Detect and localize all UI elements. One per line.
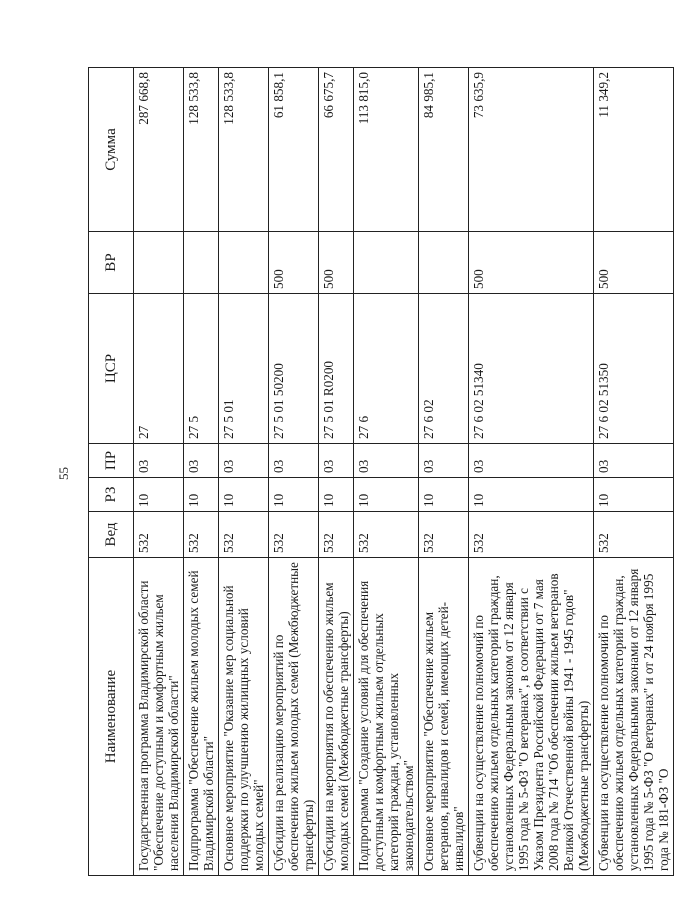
cell-vr <box>419 232 469 294</box>
cell-name: Подпрограмма "Обеспечение жильем молодых семей Владимирской области" <box>184 558 219 876</box>
budget-table <box>88 67 674 876</box>
cell-csr: 27 6 02 51350 <box>594 294 674 444</box>
table-row <box>594 68 674 876</box>
cell-ved: 532 <box>134 512 184 558</box>
cell-rz: 10 <box>134 478 184 512</box>
table-header-row <box>89 68 134 876</box>
cell-pr: 03 <box>469 444 594 478</box>
cell-sum: 66 675,7 <box>319 68 354 232</box>
header-ved: Вед <box>89 512 134 558</box>
cell-ved: 532 <box>269 512 319 558</box>
cell-name: Субвенции на осуществление полномочий по обеспечению жильем отдельных категорий граждан, установленных Федеральным законом от 12 января 1995 года № 5-ФЗ "О ветеранах", в соответствии с Указом Президента Российской Федерации от 7 мая 2008 года № 714 "Об обеспечении жильем ветеранов Великой Отечественной войны 1941 - 1945 годов" (Межбюджетные трансферты) <box>469 558 594 876</box>
cell-sum: 61 858,1 <box>269 68 319 232</box>
cell-ved: 532 <box>184 512 219 558</box>
header-name: Наименование <box>89 558 134 876</box>
cell-name: Субсидии на реализацию мероприятий по обеспечению жильем молодых семей (Межбюджетные трансферты) <box>269 558 319 876</box>
cell-ved: 532 <box>354 512 419 558</box>
table-row <box>319 68 354 876</box>
cell-sum: 11 349,2 <box>594 68 674 232</box>
table-row <box>134 68 184 876</box>
header-sum: Сумма <box>89 68 134 232</box>
cell-name: Государственная программа Владимирской области "Обеспечение доступным и комфортным жильем населения Владимирской области" <box>134 558 184 876</box>
cell-ved: 532 <box>419 512 469 558</box>
table-row <box>269 68 319 876</box>
header-csr: ЦСР <box>89 294 134 444</box>
cell-name: Субсидии на мероприятия по обеспечению жильем молодых семей (Межбюджетные трансферты) <box>319 558 354 876</box>
cell-vr <box>134 232 184 294</box>
cell-vr <box>354 232 419 294</box>
cell-sum: 113 815,0 <box>354 68 419 232</box>
cell-vr: 500 <box>594 232 674 294</box>
cell-sum: 128 533,8 <box>184 68 219 232</box>
cell-csr: 27 5 <box>184 294 219 444</box>
cell-vr <box>219 232 269 294</box>
cell-sum: 287 668,8 <box>134 68 184 232</box>
cell-vr <box>184 232 219 294</box>
table-row <box>184 68 219 876</box>
cell-csr: 27 5 01 R0200 <box>319 294 354 444</box>
cell-name: Подпрограмма "Создание условий для обеспечения доступным и комфортным жильем отдельных категорий граждан, установленных законодательством" <box>354 558 419 876</box>
cell-csr: 27 6 02 <box>419 294 469 444</box>
cell-pr: 03 <box>319 444 354 478</box>
cell-rz: 10 <box>354 478 419 512</box>
table-row <box>219 68 269 876</box>
cell-name: Субвенции на осуществление полномочий по обеспечению жильем отдельных категорий граждан, установленных Федеральными законами от 12 января 1995 года № 5-ФЗ "О ветеранах" и от 24 ноября 1995 года № 181-ФЗ "О <box>594 558 674 876</box>
cell-pr: 03 <box>134 444 184 478</box>
header-pr: ПР <box>89 444 134 478</box>
cell-csr: 27 <box>134 294 184 444</box>
cell-csr: 27 5 01 50200 <box>269 294 319 444</box>
cell-sum: 84 985,1 <box>419 68 469 232</box>
cell-csr: 27 5 01 <box>219 294 269 444</box>
cell-ved: 532 <box>219 512 269 558</box>
cell-sum: 73 635,9 <box>469 68 594 232</box>
table-row <box>469 68 594 876</box>
cell-pr: 03 <box>269 444 319 478</box>
cell-name: Основное мероприятие "Обеспечение жильем ветеранов, инвалидов и семей, имеющих детей-инвалидов" <box>419 558 469 876</box>
table-row <box>419 68 469 876</box>
cell-rz: 10 <box>419 478 469 512</box>
cell-pr: 03 <box>184 444 219 478</box>
cell-pr: 03 <box>419 444 469 478</box>
cell-pr: 03 <box>354 444 419 478</box>
cell-rz: 10 <box>269 478 319 512</box>
header-rz: РЗ <box>89 478 134 512</box>
cell-name: Основное мероприятие "Оказание мер социальной поддержки по улучшению жилищных условий молодых семей" <box>219 558 269 876</box>
cell-ved: 532 <box>469 512 594 558</box>
cell-ved: 532 <box>319 512 354 558</box>
cell-ved: 532 <box>594 512 674 558</box>
cell-vr: 500 <box>319 232 354 294</box>
cell-csr: 27 6 02 51340 <box>469 294 594 444</box>
cell-pr: 03 <box>594 444 674 478</box>
cell-vr: 500 <box>469 232 594 294</box>
cell-rz: 10 <box>594 478 674 512</box>
cell-pr: 03 <box>219 444 269 478</box>
cell-rz: 10 <box>219 478 269 512</box>
budget-table-rotated <box>88 68 671 876</box>
cell-sum: 128 533,8 <box>219 68 269 232</box>
page-number: 55 <box>56 467 71 480</box>
table-row <box>354 68 419 876</box>
cell-rz: 10 <box>184 478 219 512</box>
cell-rz: 10 <box>319 478 354 512</box>
cell-rz: 10 <box>469 478 594 512</box>
header-vr: ВР <box>89 232 134 294</box>
cell-vr: 500 <box>269 232 319 294</box>
cell-csr: 27 6 <box>354 294 419 444</box>
